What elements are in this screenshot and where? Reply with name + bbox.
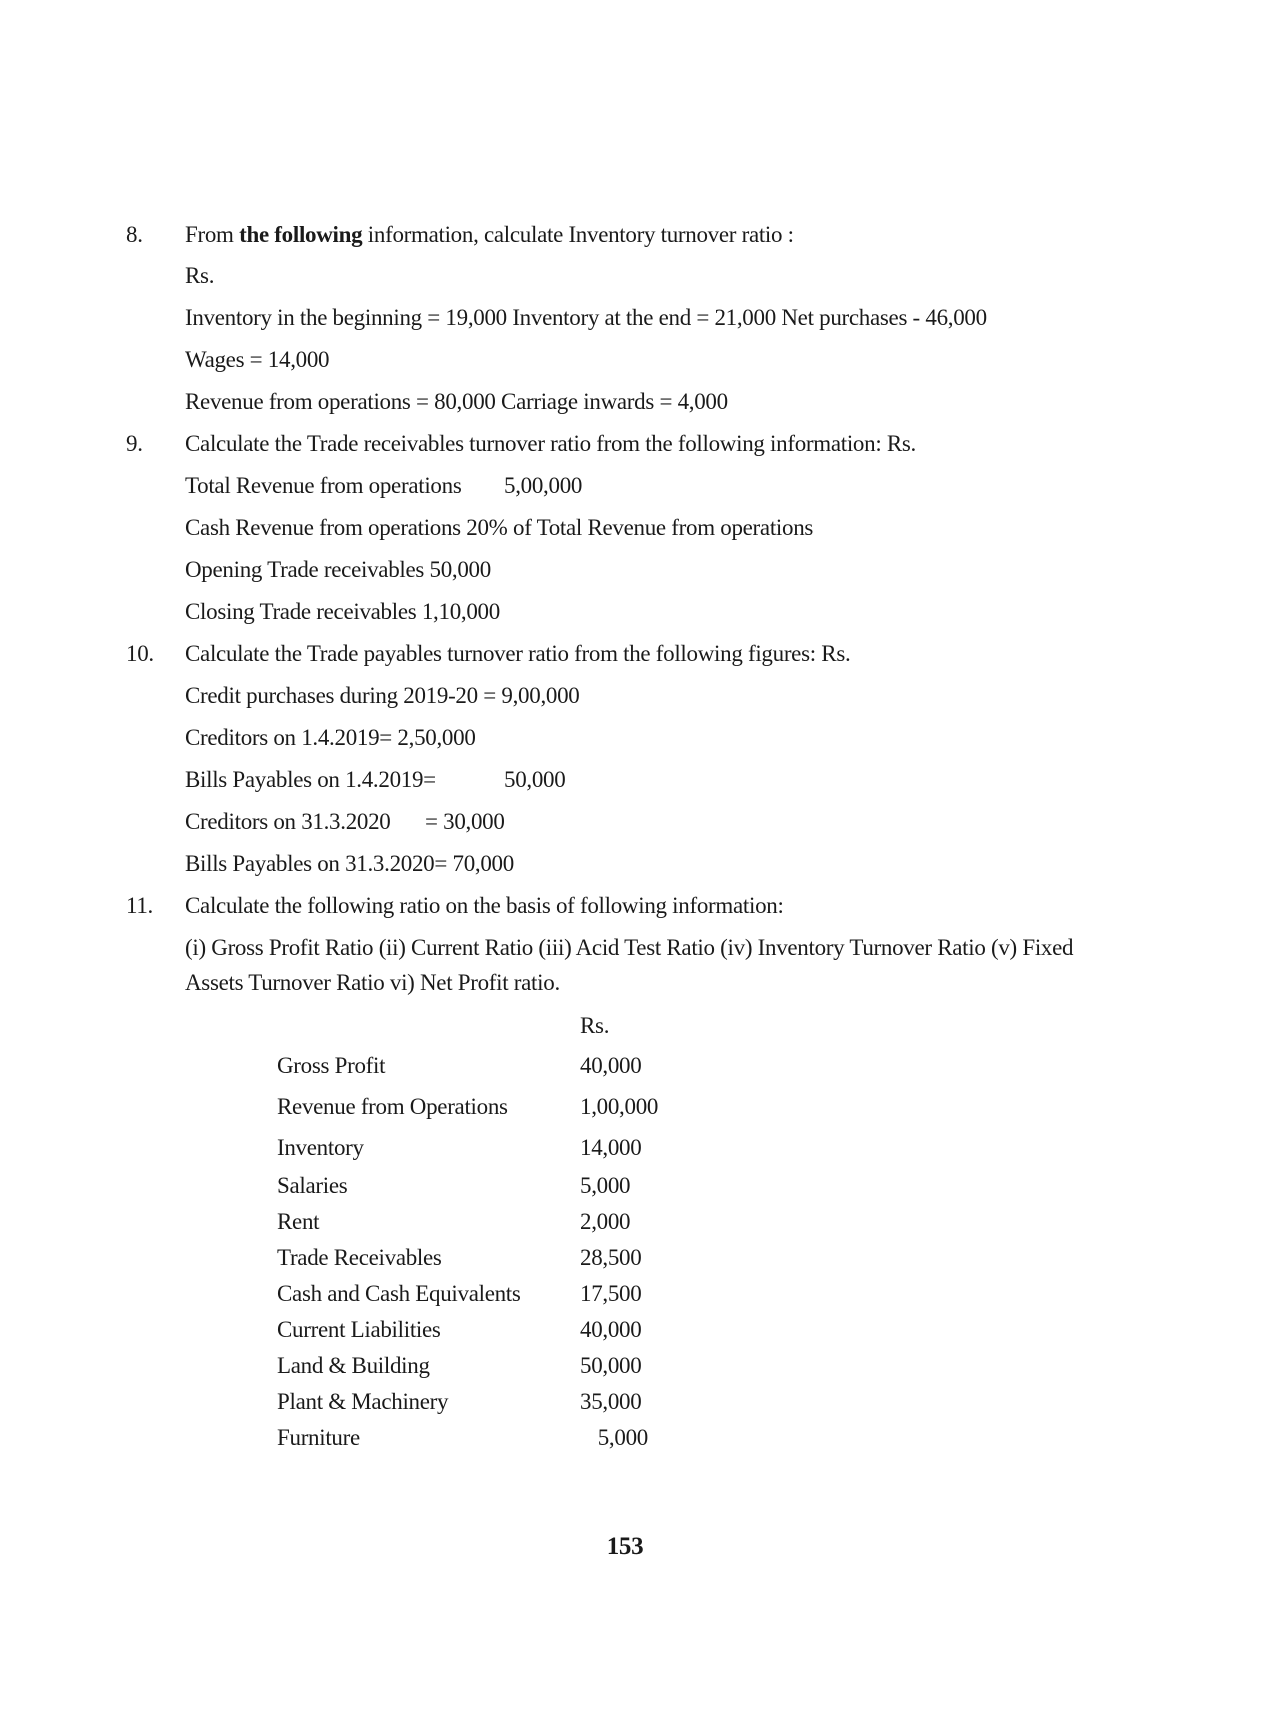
row-value: 14,000 [580,1135,642,1160]
q8-number: 8. [126,222,143,247]
row-value: 40,000 [580,1053,642,1078]
q10-line1: Credit purchases during 2019-20 = 9,00,000 [185,683,580,708]
row-label: Rent [277,1209,320,1234]
row-label: Cash and Cash Equivalents [277,1281,521,1306]
q10-number: 10. [126,641,154,666]
row-label: Land & Building [277,1353,430,1378]
q9-intro: Calculate the Trade receivables turnover ratio from the following information: Rs. [185,431,917,456]
q11-intro: Calculate the following ratio on the basis of following information: [185,893,784,918]
row-label: Salaries [277,1173,348,1198]
q9-line1-value: 5,00,000 [504,473,583,498]
q8-intro-bold: the following [239,222,363,247]
row-value: 17,500 [580,1281,642,1306]
q9-line1-label: Total Revenue from operations [185,473,462,498]
q11-ratios-line2: Assets Turnover Ratio vi) Net Profit ratio. [185,970,560,995]
row-value: 5,000 [580,1173,631,1198]
q8-intro-prefix: From [185,222,240,247]
row-value: 1,00,000 [580,1094,659,1119]
q8-line2: Wages = 14,000 [185,347,330,372]
row-value: 35,000 [580,1389,642,1414]
q8-intro-suffix: information, calculate Inventory turnover ratio : [362,222,794,247]
row-value: 40,000 [580,1317,642,1342]
q10-line2: Creditors on 1.4.2019= 2,50,000 [185,725,476,750]
q9-line4: Closing Trade receivables 1,10,000 [185,599,500,624]
q8-line3: Revenue from operations = 80,000 Carriage inwards = 4,000 [185,389,728,414]
row-value: 5,000 [597,1425,648,1450]
q11-ratios-line1: (i) Gross Profit Ratio (ii) Current Ratio (iii) Acid Test Ratio (iv) Inventory Turnover Ratio (v) Fixed [185,935,1074,960]
q10-line3-value: 50,000 [504,767,566,792]
q9-line3: Opening Trade receivables 50,000 [185,557,491,582]
row-label: Gross Profit [277,1053,386,1078]
q9-line2: Cash Revenue from operations 20% of Total Revenue from operations [185,515,814,540]
q8-line1: Inventory in the beginning = 19,000 Inventory at the end = 21,000 Net purchases - 46,000 [185,305,987,330]
q10-line4-value: = 30,000 [425,809,505,834]
q9-number: 9. [126,431,143,456]
q11-currency-header: Rs. [580,1013,610,1038]
q10-line5: Bills Payables on 31.3.2020= 70,000 [185,851,514,876]
row-value: 50,000 [580,1353,642,1378]
page-number: 153 [606,1533,644,1560]
q8-intro [185,222,794,248]
row-value: 28,500 [580,1245,642,1270]
row-label: Current Liabilities [277,1317,441,1342]
q8-currency: Rs. [185,263,215,288]
q10-intro: Calculate the Trade payables turnover ratio from the following figures: Rs. [185,641,851,666]
row-label: Trade Receivables [277,1245,442,1270]
row-label: Plant & Machinery [277,1389,449,1414]
q10-line3-label: Bills Payables on 1.4.2019= [185,767,436,792]
q10-line4-label: Creditors on 31.3.2020 [185,809,391,834]
row-value: 2,000 [580,1209,631,1234]
q11-number: 11. [126,893,153,918]
row-label: Furniture [277,1425,360,1450]
row-label: Inventory [277,1135,364,1160]
row-label: Revenue from Operations [277,1094,508,1119]
